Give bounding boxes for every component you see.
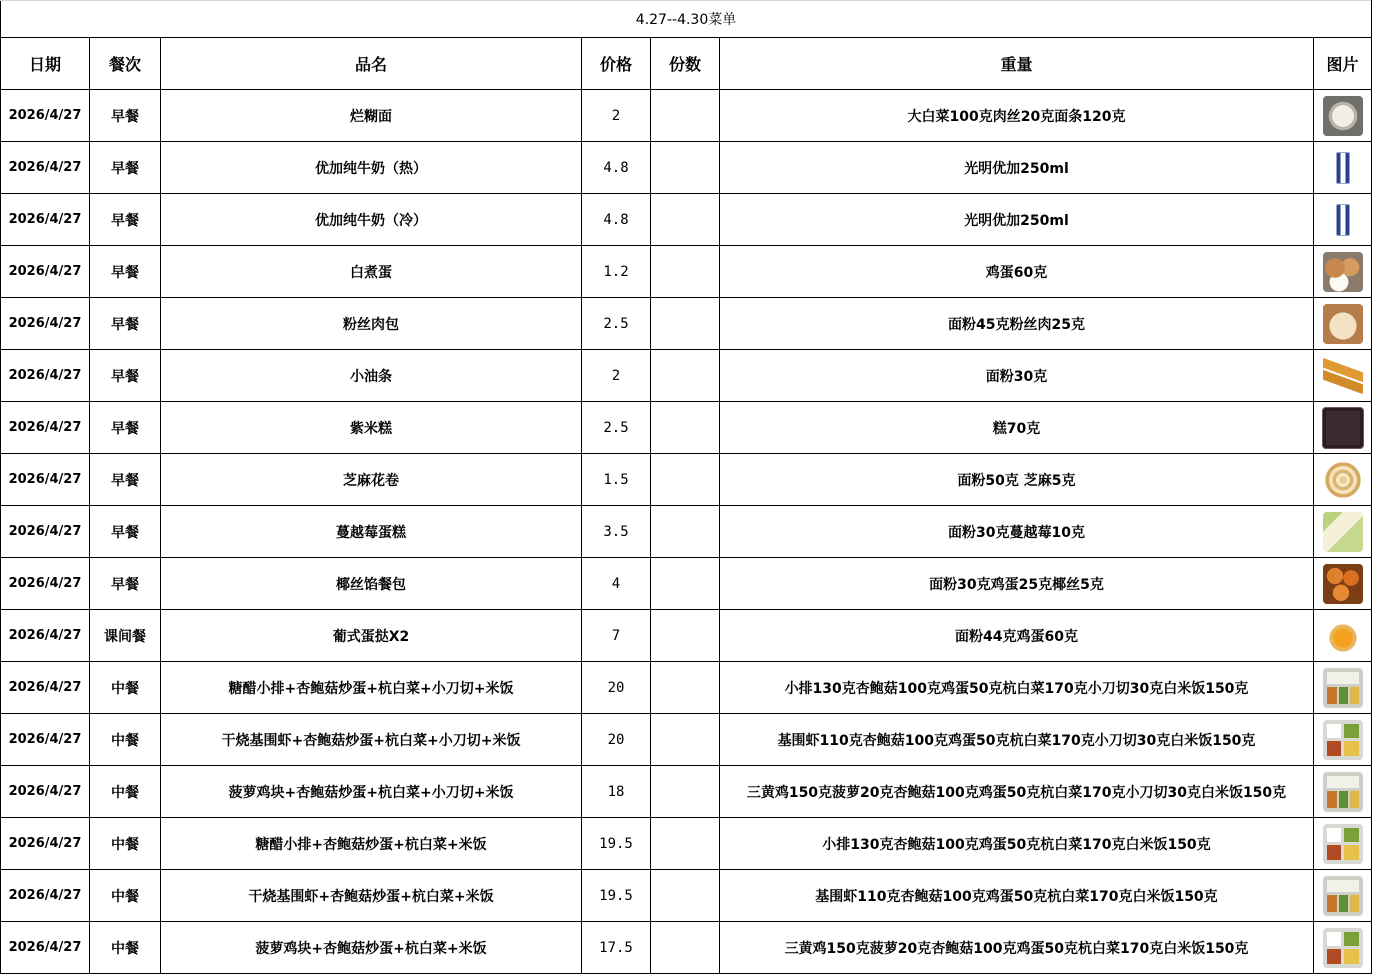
cell-qty[interactable] xyxy=(651,298,720,350)
cell-name[interactable]: 小油条 xyxy=(161,350,582,402)
cell-weight[interactable]: 光明优加250ml xyxy=(720,142,1314,194)
cell-name[interactable]: 菠萝鸡块+杏鲍菇炒蛋+杭白菜+米饭 xyxy=(161,922,582,974)
table-row xyxy=(1,454,1372,506)
cell-meal[interactable]: 中餐 xyxy=(90,714,161,766)
cell-price[interactable]: 17.5 xyxy=(582,922,651,974)
cell-image[interactable] xyxy=(1314,558,1372,610)
cell-meal[interactable]: 早餐 xyxy=(90,350,161,402)
cell-meal[interactable]: 中餐 xyxy=(90,922,161,974)
title-row xyxy=(1,1,1372,38)
cell-weight[interactable]: 面粉30克 xyxy=(720,350,1314,402)
cell-date[interactable]: 2026/4/27 xyxy=(1,610,90,662)
cell-meal[interactable]: 中餐 xyxy=(90,662,161,714)
table-row xyxy=(1,558,1372,610)
coconut-bread-photo xyxy=(1323,564,1363,604)
cell-image[interactable] xyxy=(1314,90,1372,142)
cell-qty[interactable] xyxy=(651,246,720,298)
header-date[interactable]: 日期 xyxy=(1,38,90,90)
cell-image[interactable] xyxy=(1314,194,1372,246)
cell-meal[interactable]: 早餐 xyxy=(90,246,161,298)
cell-date[interactable]: 2026/4/27 xyxy=(1,454,90,506)
cell-date[interactable]: 2026/4/27 xyxy=(1,506,90,558)
cell-name[interactable]: 蔓越莓蛋糕 xyxy=(161,506,582,558)
cell-name[interactable]: 干烧基围虾+杏鲍菇炒蛋+杭白菜+米饭 xyxy=(161,870,582,922)
cell-qty[interactable] xyxy=(651,506,720,558)
cell-image[interactable] xyxy=(1314,766,1372,818)
cell-date[interactable]: 2026/4/27 xyxy=(1,870,90,922)
cell-image[interactable] xyxy=(1314,506,1372,558)
cell-weight[interactable]: 面粉44克鸡蛋60克 xyxy=(720,610,1314,662)
table-row xyxy=(1,350,1372,402)
cell-weight[interactable]: 基围虾110克杏鲍菇100克鸡蛋50克杭白菜170克小刀切30克白米饭150克 xyxy=(720,714,1314,766)
cell-price[interactable]: 20 xyxy=(582,662,651,714)
cell-name[interactable]: 粉丝肉包 xyxy=(161,298,582,350)
boiled-egg-photo xyxy=(1323,252,1363,292)
cell-image[interactable] xyxy=(1314,610,1372,662)
cell-meal[interactable]: 课间餐 xyxy=(90,610,161,662)
cell-image[interactable] xyxy=(1314,402,1372,454)
cell-qty[interactable] xyxy=(651,714,720,766)
cell-qty[interactable] xyxy=(651,90,720,142)
table-row xyxy=(1,766,1372,818)
cell-qty[interactable] xyxy=(651,662,720,714)
cell-qty[interactable] xyxy=(651,766,720,818)
cell-name[interactable]: 干烧基围虾+杏鲍菇炒蛋+杭白菜+小刀切+米饭 xyxy=(161,714,582,766)
purple-rice-cake-photo xyxy=(1322,407,1364,449)
cell-name[interactable]: 葡式蛋挞X2 xyxy=(161,610,582,662)
cell-weight[interactable]: 三黄鸡150克菠萝20克杏鲍菇100克鸡蛋50克杭白菜170克小刀切30克白米饭150克 xyxy=(720,766,1314,818)
cranberry-cake-photo xyxy=(1323,512,1363,552)
cell-qty[interactable] xyxy=(651,350,720,402)
lunch-box-photo xyxy=(1323,824,1363,864)
lunch-box-photo xyxy=(1323,720,1363,760)
cell-weight[interactable]: 三黄鸡150克菠萝20克杏鲍菇100克鸡蛋50克杭白菜170克白米饭150克 xyxy=(720,922,1314,974)
cell-weight[interactable]: 小排130克杏鲍菇100克鸡蛋50克杭白菜170克小刀切30克白米饭150克 xyxy=(720,662,1314,714)
cell-name[interactable]: 烂糊面 xyxy=(161,90,582,142)
cell-weight[interactable]: 基围虾110克杏鲍菇100克鸡蛋50克杭白菜170克白米饭150克 xyxy=(720,870,1314,922)
cell-weight[interactable]: 糕70克 xyxy=(720,402,1314,454)
cell-name[interactable]: 芝麻花卷 xyxy=(161,454,582,506)
cell-meal[interactable]: 早餐 xyxy=(90,298,161,350)
cell-qty[interactable] xyxy=(651,610,720,662)
table-row xyxy=(1,714,1372,766)
header-price[interactable]: 价格 xyxy=(582,38,651,90)
sesame-roll-photo xyxy=(1323,460,1363,500)
cell-meal[interactable]: 早餐 xyxy=(90,402,161,454)
cell-date[interactable]: 2026/4/27 xyxy=(1,558,90,610)
cell-qty[interactable] xyxy=(651,142,720,194)
cell-price[interactable]: 19.5 xyxy=(582,870,651,922)
table-row xyxy=(1,818,1372,870)
cell-qty[interactable] xyxy=(651,454,720,506)
cell-price[interactable]: 4.8 xyxy=(582,142,651,194)
cell-qty[interactable] xyxy=(651,194,720,246)
cell-name[interactable]: 白煮蛋 xyxy=(161,246,582,298)
cell-image[interactable] xyxy=(1314,454,1372,506)
cell-image[interactable] xyxy=(1314,662,1372,714)
cell-date[interactable]: 2026/4/27 xyxy=(1,298,90,350)
cell-date[interactable]: 2026/4/27 xyxy=(1,714,90,766)
cell-meal[interactable]: 早餐 xyxy=(90,454,161,506)
cell-meal[interactable]: 中餐 xyxy=(90,766,161,818)
cell-weight[interactable]: 小排130克杏鲍菇100克鸡蛋50克杭白菜170克白米饭150克 xyxy=(720,818,1314,870)
header-weight[interactable]: 重量 xyxy=(720,38,1314,90)
table-row xyxy=(1,298,1372,350)
cell-weight[interactable]: 大白菜100克肉丝20克面条120克 xyxy=(720,90,1314,142)
cell-date[interactable]: 2026/4/27 xyxy=(1,142,90,194)
cell-date[interactable]: 2026/4/27 xyxy=(1,402,90,454)
cell-weight[interactable]: 面粉50克 芝麻5克 xyxy=(720,454,1314,506)
cell-image[interactable] xyxy=(1314,246,1372,298)
cell-name[interactable]: 紫米糕 xyxy=(161,402,582,454)
table-row xyxy=(1,922,1372,974)
cell-meal[interactable]: 早餐 xyxy=(90,194,161,246)
cell-qty[interactable] xyxy=(651,922,720,974)
table-row xyxy=(1,870,1372,922)
cell-name[interactable]: 糖醋小排+杏鲍菇炒蛋+杭白菜+米饭 xyxy=(161,818,582,870)
cell-name[interactable]: 菠萝鸡块+杏鲍菇炒蛋+杭白菜+小刀切+米饭 xyxy=(161,766,582,818)
table-row xyxy=(1,506,1372,558)
cell-image[interactable] xyxy=(1314,922,1372,974)
milk-carton-photo xyxy=(1336,152,1350,184)
cell-name[interactable]: 优加纯牛奶（冷） xyxy=(161,194,582,246)
lunch-box-photo xyxy=(1323,928,1363,968)
cell-image[interactable] xyxy=(1314,142,1372,194)
cell-date[interactable]: 2026/4/27 xyxy=(1,922,90,974)
lunch-box-photo xyxy=(1323,668,1363,708)
steamed-bun-photo xyxy=(1323,304,1363,344)
table-row xyxy=(1,90,1372,142)
cell-price[interactable]: 3.5 xyxy=(582,506,651,558)
cell-meal[interactable]: 早餐 xyxy=(90,506,161,558)
cell-weight[interactable]: 面粉30克蔓越莓10克 xyxy=(720,506,1314,558)
cell-image[interactable] xyxy=(1314,298,1372,350)
cell-name[interactable]: 糖醋小排+杏鲍菇炒蛋+杭白菜+小刀切+米饭 xyxy=(161,662,582,714)
cell-date[interactable]: 2026/4/27 xyxy=(1,194,90,246)
cell-date[interactable]: 2026/4/27 xyxy=(1,246,90,298)
cell-date[interactable]: 2026/4/27 xyxy=(1,90,90,142)
cell-meal[interactable]: 早餐 xyxy=(90,558,161,610)
header-qty[interactable]: 份数 xyxy=(651,38,720,90)
noodle-soup-photo xyxy=(1323,96,1363,136)
cell-price[interactable]: 20 xyxy=(582,714,651,766)
table-row xyxy=(1,142,1372,194)
cell-meal[interactable]: 早餐 xyxy=(90,90,161,142)
cell-price[interactable]: 4 xyxy=(582,558,651,610)
cell-date[interactable]: 2026/4/27 xyxy=(1,766,90,818)
table-row xyxy=(1,662,1372,714)
cell-date[interactable]: 2026/4/27 xyxy=(1,350,90,402)
lunch-box-photo xyxy=(1323,772,1363,812)
fried-dough-photo xyxy=(1323,356,1363,396)
table-row xyxy=(1,610,1372,662)
lunch-box-photo xyxy=(1323,876,1363,916)
cell-image[interactable] xyxy=(1314,714,1372,766)
cell-price[interactable]: 2.5 xyxy=(582,402,651,454)
cell-price[interactable]: 4.8 xyxy=(582,194,651,246)
cell-qty[interactable] xyxy=(651,558,720,610)
cell-weight[interactable]: 面粉45克粉丝肉25克 xyxy=(720,298,1314,350)
cell-price[interactable]: 1.5 xyxy=(582,454,651,506)
cell-image[interactable] xyxy=(1314,818,1372,870)
cell-image[interactable] xyxy=(1314,870,1372,922)
cell-price[interactable]: 1.2 xyxy=(582,246,651,298)
cell-date[interactable]: 2026/4/27 xyxy=(1,662,90,714)
cell-weight[interactable]: 光明优加250ml xyxy=(720,194,1314,246)
milk-carton-photo xyxy=(1336,204,1350,236)
egg-tart-photo xyxy=(1323,616,1363,656)
header-name[interactable]: 品名 xyxy=(161,38,582,90)
cell-price[interactable]: 2 xyxy=(582,90,651,142)
cell-weight[interactable]: 面粉30克鸡蛋25克椰丝5克 xyxy=(720,558,1314,610)
table-row xyxy=(1,194,1372,246)
cell-name[interactable]: 优加纯牛奶（热） xyxy=(161,142,582,194)
cell-qty[interactable] xyxy=(651,818,720,870)
table-row xyxy=(1,246,1372,298)
cell-name[interactable]: 椰丝馅餐包 xyxy=(161,558,582,610)
cell-meal[interactable]: 早餐 xyxy=(90,142,161,194)
cell-qty[interactable] xyxy=(651,870,720,922)
cell-meal[interactable]: 中餐 xyxy=(90,818,161,870)
header-image[interactable]: 图片 xyxy=(1314,38,1372,90)
cell-date[interactable]: 2026/4/27 xyxy=(1,818,90,870)
cell-price[interactable]: 19.5 xyxy=(582,818,651,870)
table-row xyxy=(1,402,1372,454)
cell-price[interactable]: 2 xyxy=(582,350,651,402)
menu-title[interactable]: 4.27--4.30菜单 xyxy=(1,1,1372,38)
header-row xyxy=(1,38,1372,90)
cell-price[interactable]: 2.5 xyxy=(582,298,651,350)
cell-meal[interactable]: 中餐 xyxy=(90,870,161,922)
cell-image[interactable] xyxy=(1314,350,1372,402)
cell-price[interactable]: 18 xyxy=(582,766,651,818)
header-meal[interactable]: 餐次 xyxy=(90,38,161,90)
cell-qty[interactable] xyxy=(651,402,720,454)
cell-weight[interactable]: 鸡蛋60克 xyxy=(720,246,1314,298)
cell-price[interactable]: 7 xyxy=(582,610,651,662)
